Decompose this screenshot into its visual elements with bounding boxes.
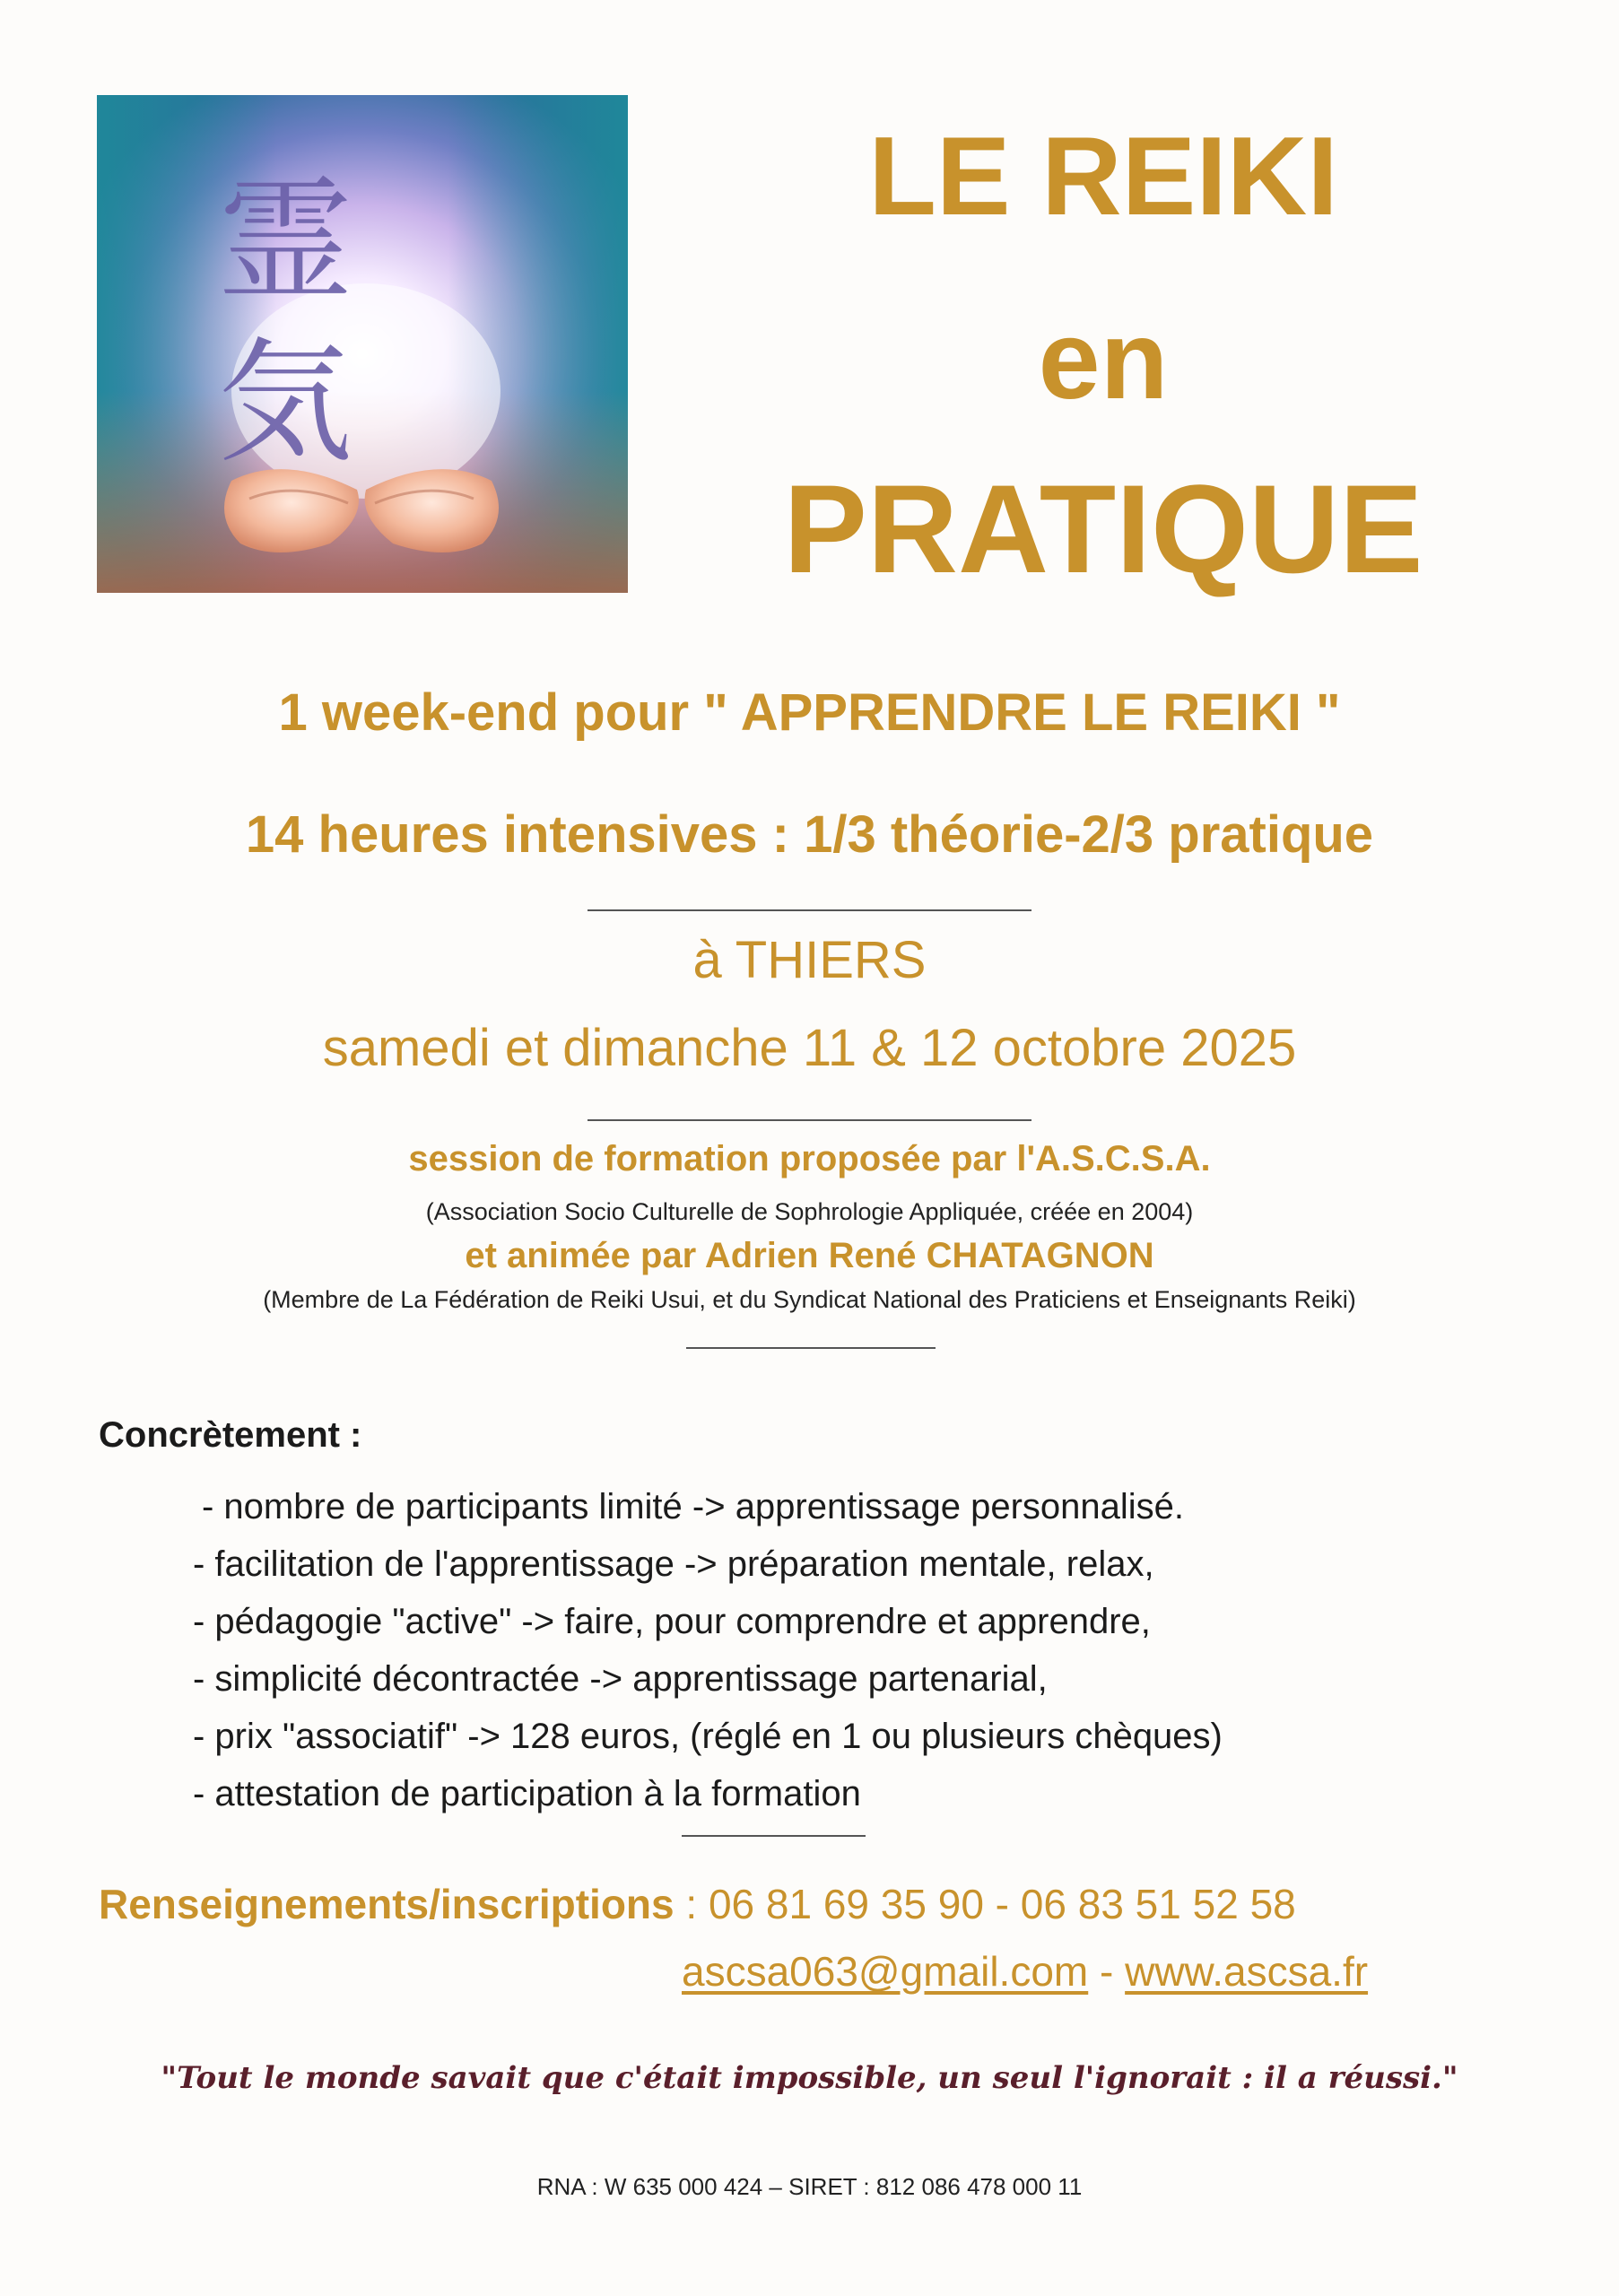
- contact-phones: 06 81 69 35 90 - 06 83 51 52 58: [708, 1881, 1296, 1927]
- event-date: samedi et dimanche 11 & 12 octobre 2025: [322, 1019, 1297, 1077]
- title-line-1: LE REIKI: [868, 115, 1338, 239]
- title-line-3: PRATIQUE: [783, 458, 1423, 599]
- subtitle-weekend: 1 week-end pour " APPRENDRE LE REIKI ": [278, 683, 1341, 742]
- list-item: - prix "associatif" -> 128 euros, (réglé en 1 ou plusieurs chèques): [193, 1717, 1223, 1756]
- organizer-animator: et animée par Adrien René CHATAGNON: [465, 1236, 1154, 1275]
- svg-text:霊: 霊: [217, 164, 353, 320]
- contact-links: [682, 1948, 1369, 1995]
- organizer-membership: (Membre de La Fédération de Reiki Usui, et du Syndicat National des Praticiens et Enseignants Reiki): [263, 1286, 1356, 1313]
- divider: [588, 909, 1031, 911]
- reiki-illustration: [97, 95, 628, 593]
- event-location: à THIERS: [692, 931, 927, 989]
- list-item: - attestation de participation à la formation: [193, 1774, 861, 1813]
- divider: [588, 1119, 1031, 1121]
- organizer-association: (Association Socio Culturelle de Sophrologie Appliquée, créée en 2004): [425, 1198, 1194, 1225]
- link-separator: -: [1088, 1948, 1126, 1995]
- subtitle-hours: 14 heures intensives : 1/3 théorie-2/3 pratique: [245, 805, 1374, 864]
- contact-separator: :: [674, 1881, 709, 1927]
- list-item: - facilitation de l'apprentissage -> préparation mentale, relax,: [193, 1544, 1154, 1584]
- list-item: - simplicité décontractée -> apprentissage partenarial,: [193, 1659, 1048, 1699]
- email-link[interactable]: ascsa063@gmail.com: [682, 1948, 1089, 1995]
- list-item: - pédagogie "active" -> faire, pour comprendre et apprendre,: [193, 1602, 1151, 1641]
- divider: [682, 1835, 866, 1837]
- concretement-heading: Concrètement :: [99, 1415, 362, 1455]
- title-line-2: en: [1038, 299, 1169, 422]
- website-link[interactable]: www.ascsa.fr: [1125, 1948, 1369, 1995]
- contact-line: [99, 1883, 1296, 1925]
- feature-list: [193, 1478, 1223, 1822]
- contact-label: Renseignements/inscriptions: [99, 1881, 675, 1927]
- reiki-kanji-image: [97, 95, 628, 593]
- organizer-session: session de formation proposée par l'A.S.C.S.A.: [408, 1139, 1211, 1178]
- svg-text:気: 気: [217, 326, 353, 482]
- legal-info: RNA : W 635 000 424 – SIRET : 812 086 478 000 11: [536, 2173, 1083, 2200]
- list-item: - nombre de participants limité -> apprentissage personnalisé.: [202, 1487, 1185, 1526]
- divider: [686, 1347, 936, 1349]
- quote: "Tout le monde savait que c'était impossible, un seul l'ignorait : il a réussi.": [161, 2060, 1458, 2096]
